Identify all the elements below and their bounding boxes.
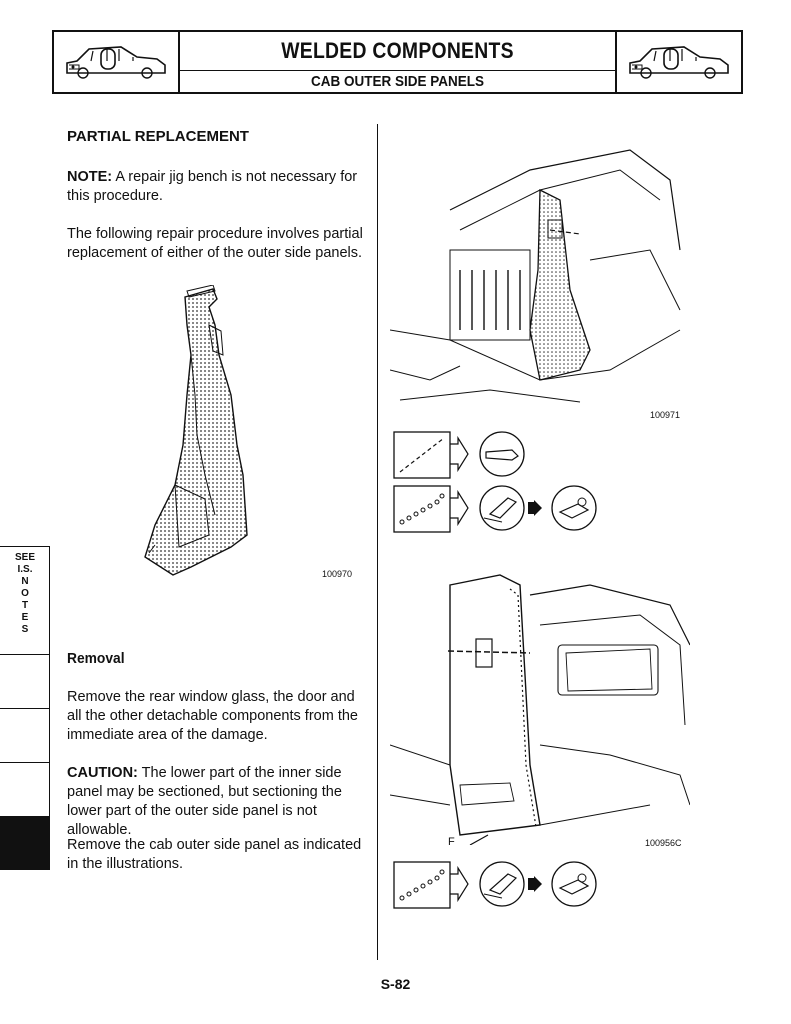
note-paragraph [67,168,363,206]
see-tab-line: E [21,612,29,623]
cab-rear-illustration [390,130,690,420]
header-rule [178,70,617,71]
intro-paragraph: The following repair procedure involves partial replacement of either of the outer side panels. [67,226,363,261]
header-left-cell [54,32,180,92]
side-tab-3[interactable] [0,708,50,762]
caution-text: The lower part of the inner side panel may be sectioned, but sectioning the lower part of the outer side panel is not allowable. [67,765,342,838]
side-tab-active[interactable] [0,816,50,870]
page-header [52,30,743,94]
see-tab-line: S [21,624,29,635]
header-title-cell [178,32,617,92]
see-tab-line: N [21,576,29,587]
see-is-notes-tab[interactable] [0,546,50,654]
side-tabs-border [49,546,50,870]
note-label: NOTE: [67,169,113,185]
car-outline-icon [624,39,734,85]
side-tab-2[interactable] [0,654,50,708]
side-tabs [0,546,50,870]
figure-label-f: F [448,836,455,848]
caution-label: CAUTION: [67,765,138,781]
figure-id-100956c: 100956C [645,838,682,848]
header-right-cell [615,32,741,92]
side-tab-4[interactable] [0,762,50,816]
spot-weld-drill-symbol-row-2 [392,860,622,912]
cut-symbol-row [392,430,532,482]
see-tab-line: I.S. [17,564,33,575]
cab-side-panel-illustration [390,565,690,845]
removal-paragraph: Remove the rear window glass, the door and all the other detachable components from the immediate area of the damage. [67,689,358,743]
panel-illustration [135,285,255,580]
figure-id-100970: 100970 [322,569,353,579]
see-tab-line: SEE [14,552,35,563]
final-paragraph: Remove the cab outer side panel as indicated in the illustrations. [67,837,362,872]
removal-heading: Removal [67,650,125,667]
page-title: WELDED COMPONENTS [281,38,514,63]
figure-id-100971: 100971 [650,410,681,420]
note-text: A repair jig bench is not necessary for this procedure. [67,169,358,204]
section-heading: PARTIAL REPLACEMENT [67,128,249,145]
car-outline-icon [61,39,171,85]
page-number: S-82 [380,976,411,992]
page-subtitle: CAB OUTER SIDE PANELS [310,73,485,90]
see-tab-line: O [21,588,29,599]
column-divider [377,124,378,960]
spot-weld-drill-symbol-row [392,484,622,536]
caution-paragraph [67,764,363,840]
see-tab-line: T [21,600,29,611]
